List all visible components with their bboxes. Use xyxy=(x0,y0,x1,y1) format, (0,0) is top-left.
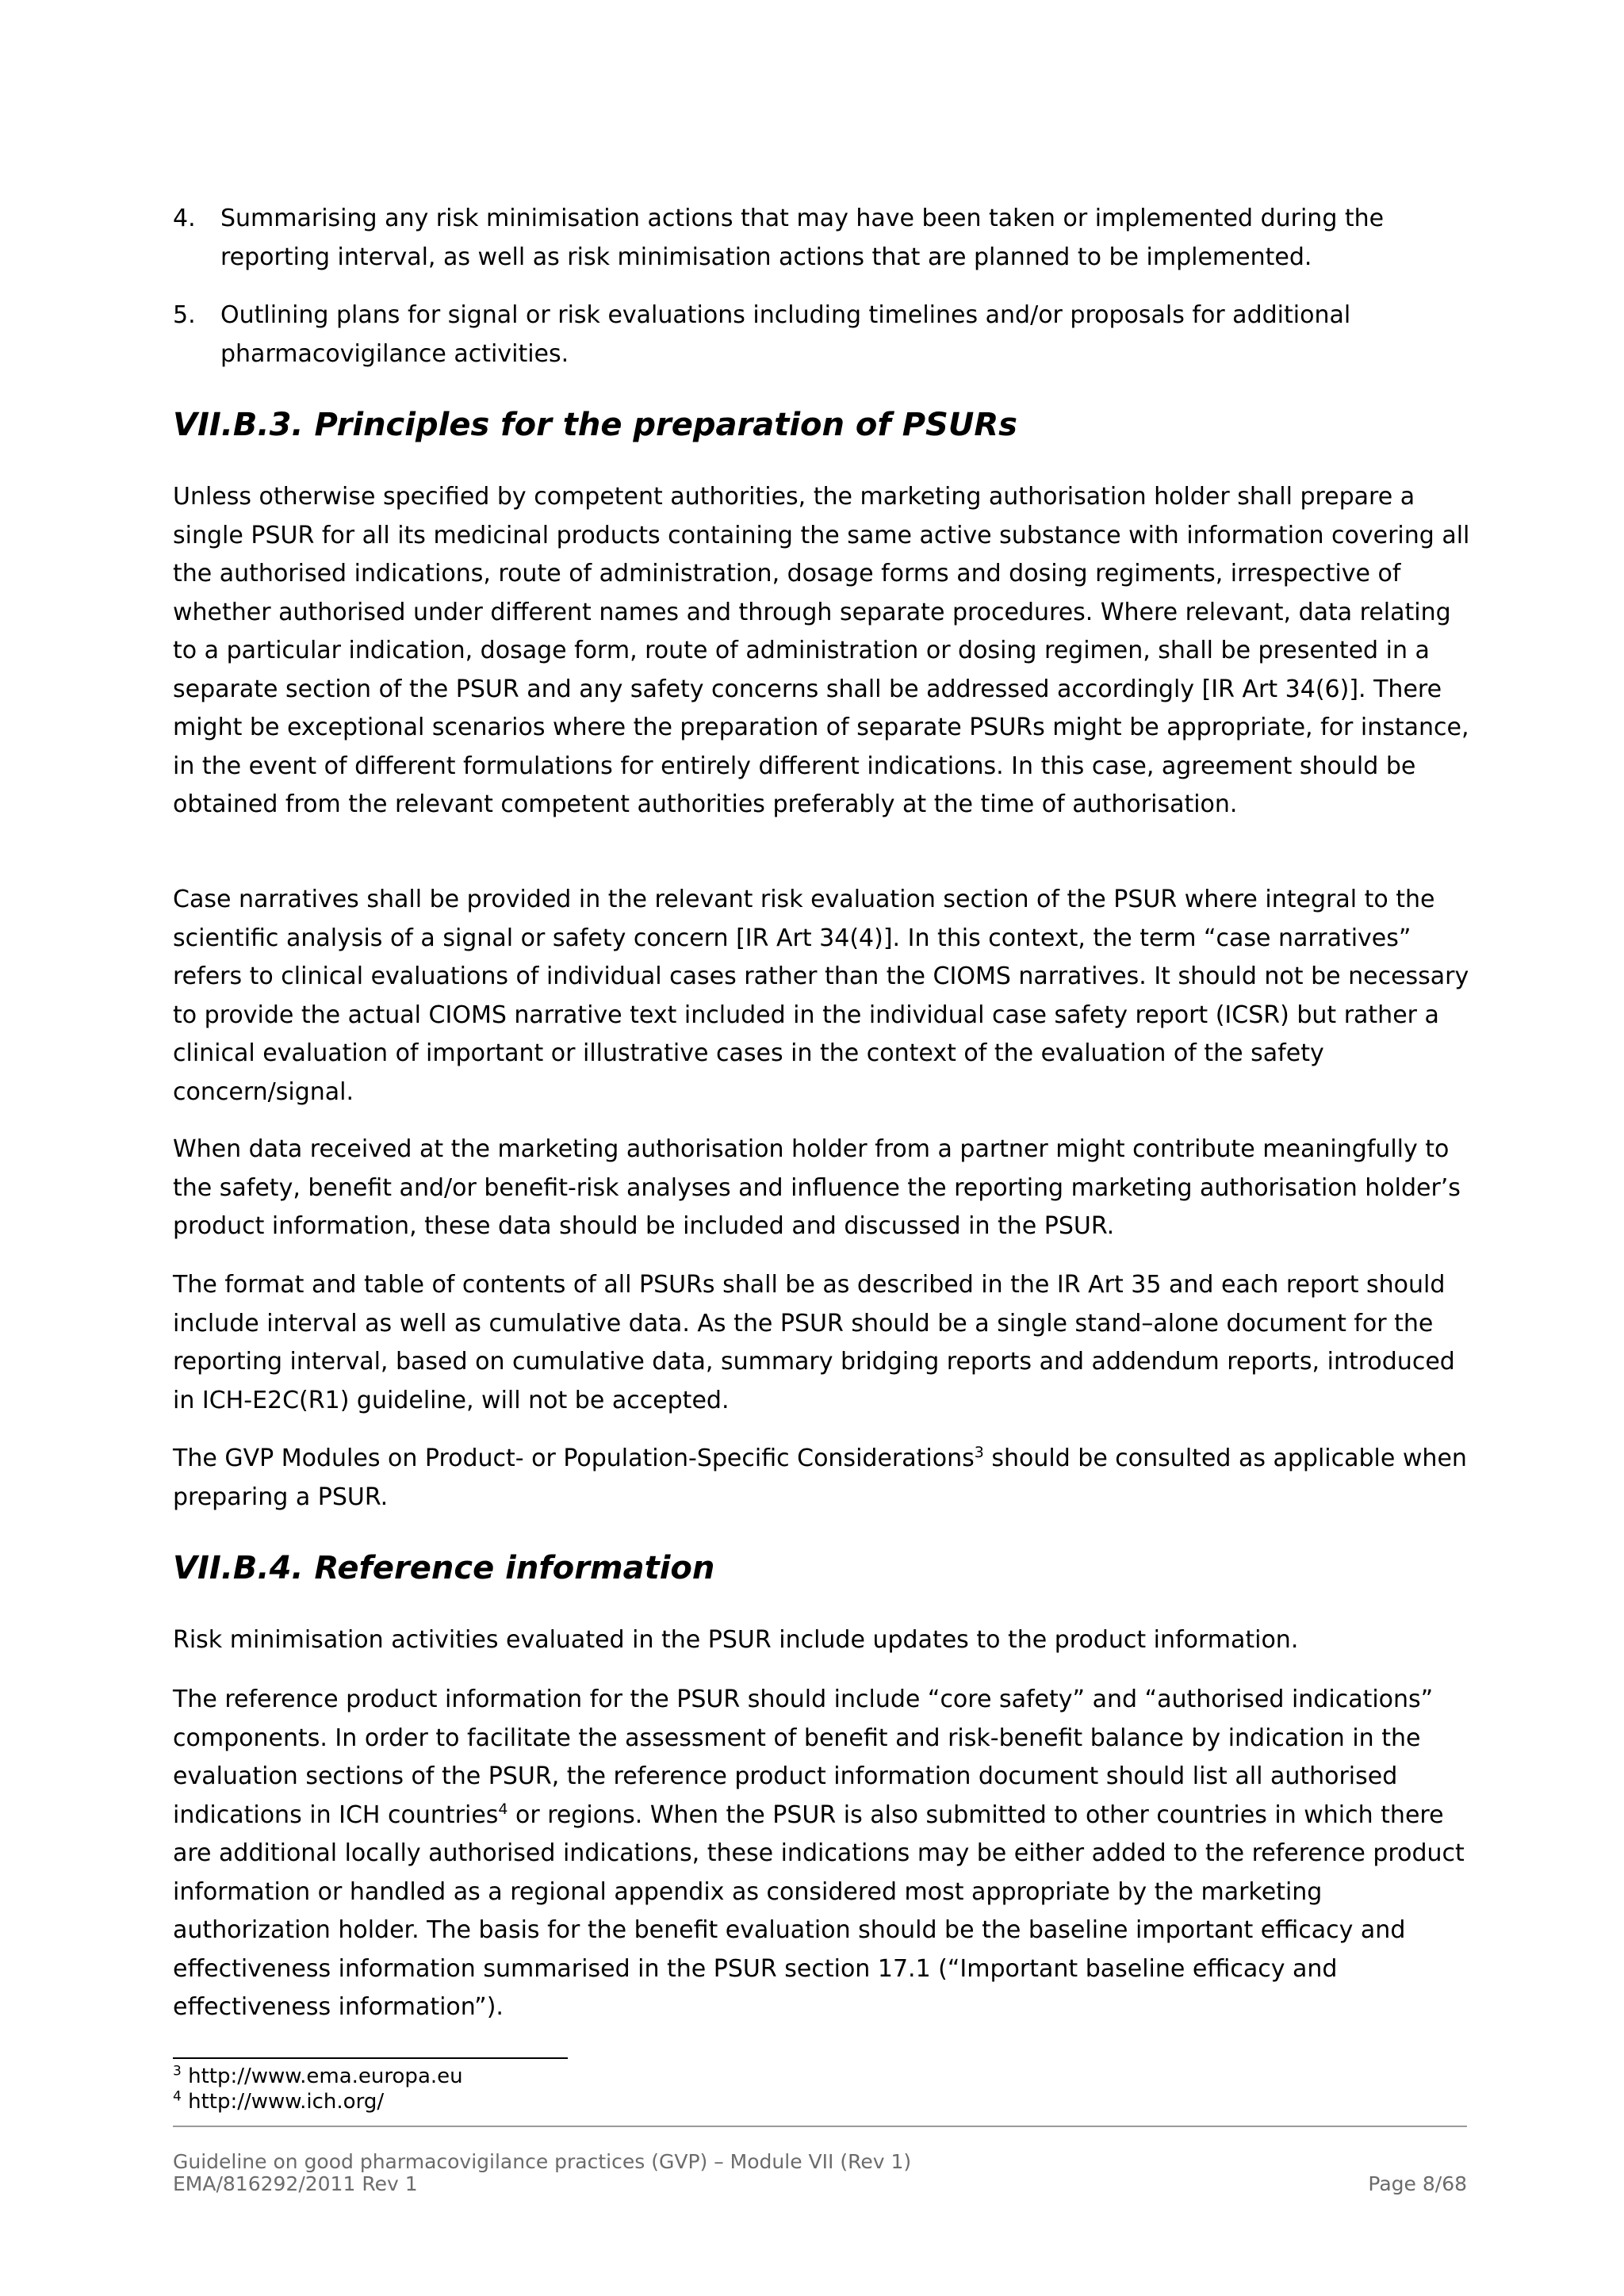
paragraph-text: The GVP Modules on Product- or Population-Specific Considerations xyxy=(173,1445,975,1472)
paragraph-text: or regions. When the PSUR is also submitted to other countries in which there are additional locally authorised indications, these indications may be either added to the reference product information or handled as a regional appendix as considered most appropriate by the marketing authorization holder. The basis for the benefit evaluation should be the baseline important efficacy and effectiveness information summarised in the PSUR section 17.1 (“Important baseline efficacy and effectiveness information”). xyxy=(173,1800,1465,2021)
footnote-ref: 3 xyxy=(974,1444,984,1461)
footnote-separator xyxy=(173,2057,568,2059)
section-heading-b3: VII.B.3. Principles for the preparation of PSURs xyxy=(173,407,1017,443)
footer-rule xyxy=(173,2126,1467,2127)
list-item-4 xyxy=(173,200,1473,277)
footnote-link[interactable]: http://www.ich.org/ xyxy=(181,2090,385,2114)
paragraph: When data received at the marketing authorisation holder from a partner might contribute meaningfully to the safety, benefit and/or benefit-risk analyses and influence the reporting marketing authorisation holder’s product information, these data should be included and discussed in the PSUR. xyxy=(173,1135,1461,1240)
footnote-mark: 4 xyxy=(173,2088,182,2105)
paragraph: The format and table of contents of all PSURs shall be as described in the IR Art 35 and each report should include interval as well as cumulative data. As the PSUR should be a single stand–alone document for the reporting interval, based on cumulative data, summary bridging reports and addendum reports, introduced in ICH-E2C(R1) guideline, will not be accepted. xyxy=(173,1271,1455,1414)
paragraph xyxy=(173,1681,1473,2027)
section-heading-b4: VII.B.4. Reference information xyxy=(173,1550,715,1586)
list-text: Summarising any risk minimisation actions that may have been taken or implemented during the reporting interval, as well as risk minimisation actions that are planned to be implemented. xyxy=(220,205,1385,271)
footnote-ref: 4 xyxy=(498,1800,508,1818)
footnote-mark: 3 xyxy=(173,2063,182,2080)
list-number: 4. xyxy=(173,205,196,232)
footer-title: Guideline on good pharmacovigilance practices (GVP) – Module VII (Rev 1) xyxy=(173,2150,912,2173)
paragraph-text: should be consulted as applicable when preparing a PSUR. xyxy=(173,1445,1467,1511)
footnote-link[interactable]: http://www.ema.europa.eu xyxy=(181,2064,463,2088)
paragraph: Risk minimisation activities evaluated in the PSUR include updates to the product information. xyxy=(173,1626,1299,1654)
paragraph: Unless otherwise specified by competent authorities, the marketing authorisation holder shall prepare a single PSUR for all its medicinal products containing the same active substance with information covering all the authorised indications, route of administration, dosage forms and dosing regiments, irrespective of whether authorised under different names and through separate procedures. Where relevant, data relating to a particular indication, dosage form, route of administration or dosing regimen, shall be presented in a separate section of the PSUR and any safety concerns shall be addressed accordingly [IR Art 34(6)]. There might be exceptional scenarios where the preparation of separate PSURs might be appropriate, for instance, in the event of different formulations for entirely different indications. In this case, agreement should be obtained from the relevant competent authorities preferably at the time of authorisation. xyxy=(173,483,1470,818)
paragraph: Case narratives shall be provided in the relevant risk evaluation section of the PSUR where integral to the scientific analysis of a signal or safety concern [IR Art 34(4)]. In this context, the term “case narratives” refers to clinical evaluations of individual cases rather than the CIOMS narratives. It should not be necessary to provide the actual CIOMS narrative text included in the individual case safety report (ICSR) but rather a clinical evaluation of important or illustrative cases in the context of the evaluation of the safety concern/signal. xyxy=(173,886,1469,1106)
paragraph-text: The reference product information for the PSUR should include “core safety” and “authorised indications” components. In order to facilitate the assessment of benefit and risk-benefit balance by indication in the evaluation sections of the PSUR, the reference product information document should list all authorised indications in ICH countries xyxy=(173,1686,1434,1829)
page-number: Page 8/68 xyxy=(1368,2172,1467,2195)
list-item-5 xyxy=(173,297,1473,373)
footnote-3 xyxy=(173,2064,463,2088)
list-number: 5. xyxy=(173,301,196,329)
paragraph xyxy=(173,1440,1473,1517)
list-text: Outlining plans for signal or risk evaluations including timelines and/or proposals for additional pharmacovigilance activities. xyxy=(220,301,1351,368)
footer-doc-id: EMA/816292/2011 Rev 1 xyxy=(173,2172,418,2195)
footnote-4 xyxy=(173,2090,384,2114)
